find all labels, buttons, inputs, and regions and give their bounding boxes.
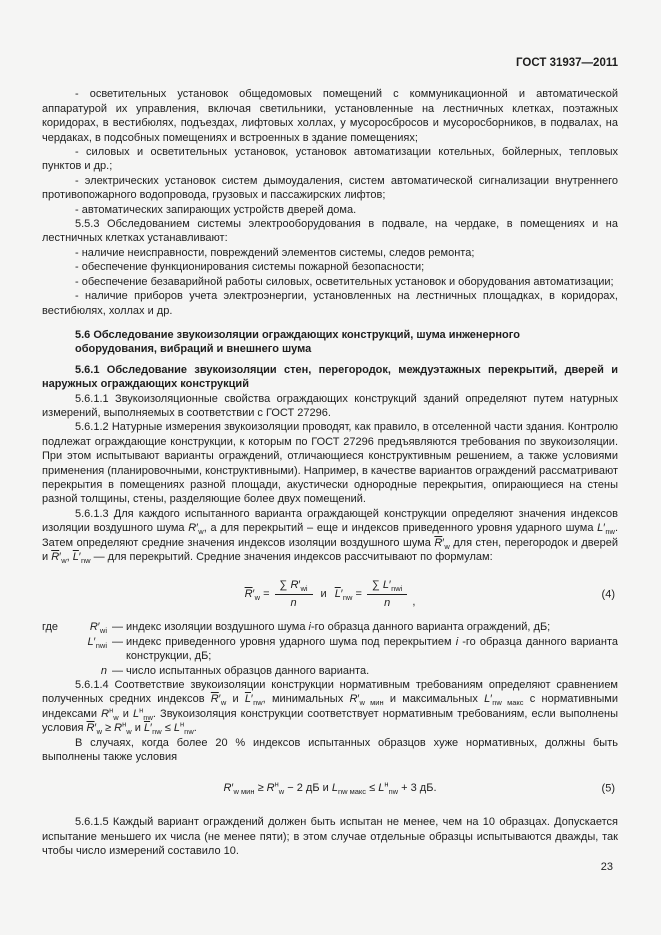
symbol-legend [42,620,618,678]
legend-definition: индекс приведенного уровня ударного шума под перекрытием i -го образца данного варианта конструкции, дБ; [126,635,618,663]
legend-dash: — [112,635,123,648]
list-item: - обеспечение функционирования системы пожарной безопасности; [75,261,425,274]
paragraph-5-6-1-2: 5.6.1.2 Натурные измерения звукоизоляции проводят, как правило, в отселенной части здания. Контролю подлежат ограждающие конструкции, к которым по ГОСТ 27296 предъявляются требования по звукоизоляции. При этом испытывают варианты ограждений, отличающиеся конструктивным решением, а также условиями применения (планировочными, конструктивными). Например, в качестве вариантов ограждений рассматривают перекрытия в помещениях разной площади, акустически однородные перекрытия, опирающиеся на стены разной толщины, стены, разделяющие более двух помещений. [42,421,618,506]
formula-4 [42,579,618,610]
formula-4-lhs-2: $\overline{L}'_{nw}$ = [334,588,362,603]
formula-5-body: $R'_{w мин} \ge R^н_w - 2$ дБ и $L_{nw макс} \le L^н_{nw} + 3$ дБ. [223,779,437,797]
formula-conjunction: и [320,588,327,601]
fraction-numerator: ∑ $R'_{wi}$ [275,579,313,595]
fraction-denominator: n [290,597,297,610]
list-item: - осветительных установок общедомовых помещений с коммуникационной и автоматической аппаратурой их управления, включая светильники, установленные на лестничных клетках, поэтажных коридорах, в вестибюлях, подъездах, лифтовых холлах, у мусоросбросов и мусоросборников, в подвалах, на чердаках, в подсобных помещениях и встроенных в здание помещениях; [42,88,618,144]
legend-row [42,635,618,664]
subsection-heading-5-6-1: 5.6.1 Обследование звукоизоляции стен, перегородок, междуэтажных перекрытий, дверей и наружных ограждающих конструкций [42,363,618,391]
document-code-header: ГОСТ 31937—2011 [516,57,618,69]
list-item: - электрических установок систем дымоудаления, систем автоматической сигнализации внутреннего противопожарного водопровода, грузовых и пассажирских лифтов; [42,174,618,202]
legend-term: n [100,664,107,677]
legend-term: $R'_{wi}$ [89,621,107,636]
formula-tail-comma: , [412,596,416,609]
paragraph-5-6-1-1: 5.6.1.1 Звукоизоляционные свойства ограждающих конструкций зданий определяют путем натурных измерений, выполняемых в соответствии с ГОСТ 27296. [42,392,618,419]
paragraph-5-6-1-5: 5.6.1.5 Каждый вариант ограждений должен быть испытан не менее, чем на 10 образцах. Допускается испытание меньшего их числа (не менее пяти); в этом случае отдельные образцы испытываются дважды, так чтобы число измерений составило 10. [42,816,618,858]
legend-intro-spacer [42,664,63,678]
fraction [275,579,313,610]
formula-5 [42,779,618,797]
list-item: - автоматических запирающих устройств дверей дома. [75,203,357,216]
list-item: - наличие неисправности, повреждений элементов системы, следов ремонта; [75,246,475,259]
legend-intro-spacer [42,635,63,664]
page-number: 23 [600,860,613,873]
fraction-denominator: n [384,597,391,610]
legend-row [42,664,618,678]
list-item: - наличие приборов учета электроэнергии, установленных на лестничных площадках, в коридорах, вестибюлях, холлах и др. [42,290,618,317]
paragraph-5-5-3: 5.5.3 Обследованием системы электрооборудования в подвале, на чердаке, в помещениях и на лестничных клетках устанавливают: [42,218,618,245]
fraction-numerator: ∑ $L'_{nwi}$ [367,579,407,595]
fraction [367,579,407,610]
formula-number: (5) [601,782,615,795]
legend-row [42,620,618,634]
legend-definition: индекс изоляции воздушного шума i-го образца данного варианта ограждений, дБ; [126,621,551,634]
section-heading-5-6: 5.6 Обследование звукоизоляции ограждающих конструкций, шума инженерного оборудования, вибраций и внешнего шума [75,328,520,356]
legend-dash: — [112,664,123,677]
paragraph-5-6-1-4: 5.6.1.4 Соответствие звукоизоляции конструкции нормативным требованиям определяют сравнением полученных средних индексов $\overline{R}'_w$ и $\overline{L}'_{nw}$, минимальных $R'_{w мин}$ и максимальных $L'_{nw макс}$ с нормативными индексами $R^н_w$ и $L^н_{nw}$. Звукоизоляция конструкции соответствует нормативным требованиям, если выполнены условия $\overline{R}'_w \ge R^н_w$ и $\overline{L}'_{nw} \le L^н_{nw}$. [42,679,619,737]
paragraph-conditions-note: В случаях, когда более 20 % индексов испытанных образцов хуже нормативных, должны быть выполнены также условия [42,736,618,764]
formula-number: (4) [601,588,615,601]
legend-term: $L'_{nwi}$ [87,635,107,650]
legend-definition: число испытанных образцов данного варианта. [126,664,370,677]
list-item: - силовых и осветительных установок, установок автоматизации котельных, бойлерных, тепловых пунктов и др.; [42,146,618,173]
formula-4-lhs-1: $\overline{R}'_w$ = [244,588,270,603]
list-item: - обеспечение безаварийной работы силовых, осветительных установок и оборудования автоматизации; [75,275,614,288]
legend-dash: — [112,621,123,634]
paragraph-5-6-1-3: 5.6.1.3 Для каждого испытанного варианта ограждающей конструкции определяют значения индексов изоляции воздушного шума $R'_w$, а для перекрытий – еще и индексов приведенного уровня ударного шума $L'_{nw}$. Затем определяют средние значения индексов изоляции воздушного шума $\overline{R}'_w$ для стен, перегородок и дверей и $\overline{R}'_w$, $\overline{L}'_{nw}$ — для перекрытий. Средние значения индексов рассчитывают по формулам: [42,507,619,565]
legend-intro: где [42,621,59,634]
